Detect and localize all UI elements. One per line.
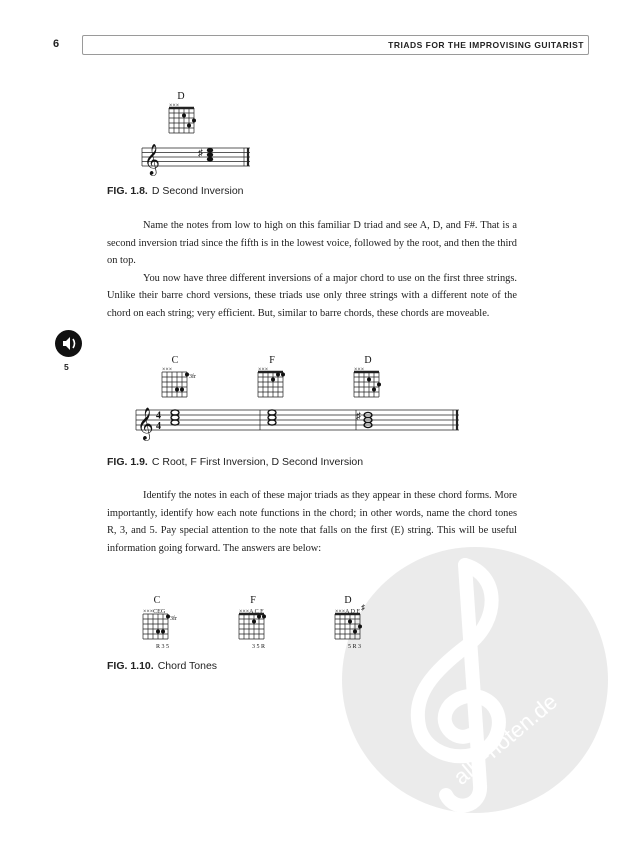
- body-text-2: [107, 487, 517, 557]
- fig-1-8-chord-name: D: [177, 91, 185, 102]
- fig-1-9-treble-clef-icon: 𝄞: [137, 409, 154, 440]
- audio-track-number: 5: [64, 362, 69, 372]
- fig-1-8-mutes: ×××: [169, 103, 180, 109]
- fig-1-8-graphic: [132, 88, 262, 178]
- fig-1-9-mutes-d: ×××: [354, 367, 365, 373]
- fig-1-10-bottom-d: 5 R 3: [348, 644, 362, 650]
- fig-1-9-mutes-f: ×××: [258, 367, 269, 373]
- watermark: [340, 545, 610, 815]
- fig-1-10-sharp-icon: ♯: [361, 603, 365, 612]
- page-number: 6: [53, 38, 60, 50]
- fig-1-9-time-sig-top: 4: [156, 410, 161, 422]
- fig-1-10-chord-grid-d: [335, 614, 360, 639]
- fig-1-10-graphic: [130, 593, 390, 651]
- watermark-text: alle-noten.de: [448, 688, 562, 790]
- fig-1-9-chord-grid-d: [354, 372, 379, 397]
- audio-track-button[interactable]: [55, 330, 82, 357]
- fig-1-10-top-f: ×××A C F: [239, 609, 264, 615]
- fig-1-10-caption-text: Chord Tones: [157, 660, 218, 672]
- fig-1-8-label: FIG. 1.8.: [107, 185, 148, 197]
- fig-1-10-chord-name-f: F: [250, 595, 256, 606]
- fig-1-9-caption-text: C Root, F First Inversion, D Second Inversion: [151, 456, 364, 468]
- fig-1-9-mutes-c: ×××: [162, 367, 173, 373]
- fig-1-8-chord-grid: [169, 108, 194, 133]
- fig-1-9-chord-name-d: D: [364, 355, 372, 366]
- running-header-title: TRIADS FOR THE IMPROVISING GUITARIST: [388, 40, 584, 50]
- fig-1-9-caption: [107, 456, 363, 468]
- fig-1-10-chord-name-d: D: [344, 595, 352, 606]
- fig-1-8-caption-text: D Second Inversion: [151, 185, 244, 197]
- fig-1-9-sharp-icon: ♯: [356, 411, 361, 422]
- body-paragraph: You now have three different inversions of a major chord to use on the first three strings. Unlike their barre chord versions, these triads use only three strings with a different note of the chord on each string; very efficient. But, similar to barre chords, these chords are moveable.: [107, 272, 517, 319]
- fig-1-9-chord-name-c: C: [171, 355, 179, 366]
- fig-1-9-chord-name-f: F: [269, 355, 275, 366]
- fig-1-10-top-d: ×××A D F: [335, 609, 360, 615]
- fig-1-9-label: FIG. 1.9.: [107, 456, 148, 468]
- fig-1-8-caption: [107, 185, 244, 197]
- fig-1-8-sharp-icon: ♯: [198, 148, 203, 159]
- fig-1-10-fret-label-c: 3fr: [170, 616, 177, 622]
- fig-1-10-chord-name-c: C: [153, 595, 161, 606]
- fig-1-10-bottom-c: R 3 5: [156, 644, 170, 650]
- fig-1-10-bottom-f: 3 5 R: [252, 644, 266, 650]
- fig-1-9-fret-label-c: 3fr: [189, 374, 196, 380]
- fig-1-9-staff: [136, 410, 459, 430]
- fig-1-9-time-sig-bottom: 4: [156, 421, 161, 432]
- fig-1-10-caption: [107, 660, 217, 672]
- fig-1-10-label: FIG. 1.10.: [107, 660, 154, 672]
- fig-1-9-chord-grid-c: [162, 372, 187, 397]
- fig-1-10-chord-grid-c: [143, 614, 168, 639]
- fig-1-9-graphic: [134, 352, 464, 444]
- fig-1-10-top-c: ×××CEG: [143, 609, 166, 615]
- fig-1-8-treble-clef-icon: 𝄞: [144, 144, 160, 174]
- body-paragraph: Identify the notes in each of these major triads as they appear in these chord forms. More importantly, identify how each note functions in the chord; in other words, name the chord tones R, 3, and 5. Pay special attention to the note that falls on the first (E) string. This will be useful information going forward. The answers are below:: [107, 490, 517, 554]
- fig-1-8-notes: [207, 148, 213, 162]
- body-paragraph: Name the notes from low to high on this familiar D triad and see A, D, and F#. That is a second inversion triad since the fifth is in the lowest voice, followed by the root, and then the third on top.: [107, 220, 517, 267]
- body-text-1: [107, 217, 517, 323]
- speaker-icon: [55, 330, 82, 357]
